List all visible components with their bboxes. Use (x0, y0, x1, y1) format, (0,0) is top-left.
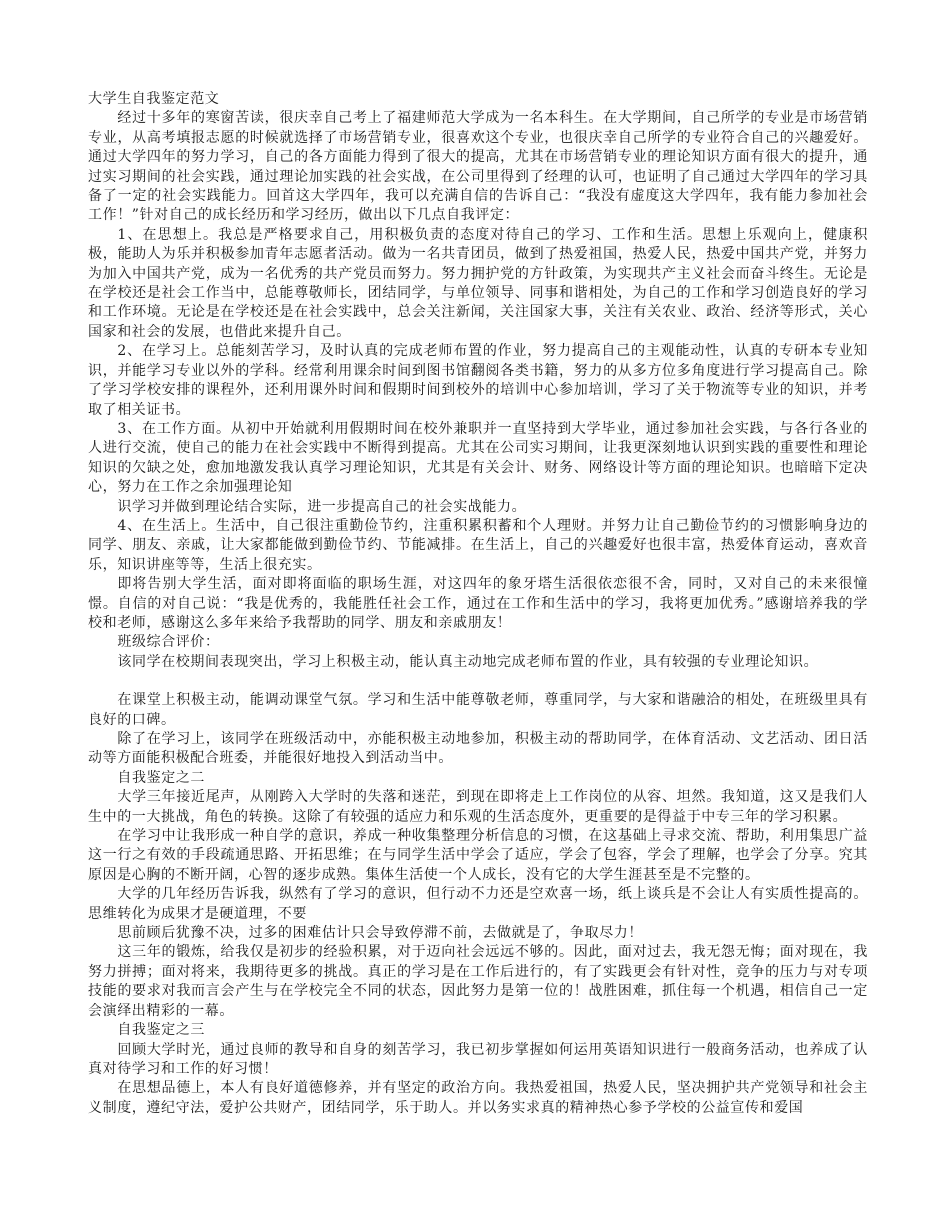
document-title: 大学生自我鉴定范文 (88, 91, 220, 107)
section3-paragraph: 回顾大学时光，通过良师的教导和自身的刻苦学习，我已初步掌握如何运用英语知识进行一般商务活动，也养成了认真对待学习和工作的好习惯！ (88, 1041, 868, 1077)
section2-paragraph: 大学三年接近尾声，从刚跨入大学时的失落和迷茫，到现在即将走上工作岗位的从容、坦然。我知道，这又是我们人生中的一大挑战，角色的转换。这除了有较强的适应力和乐观的生活态度外，更重要的是得益于中专三年的学习积累。 (88, 789, 868, 825)
section2-paragraph: 大学的几年经历告诉我，纵然有了学习的意识，但行动不力还是空欢喜一场，纸上谈兵是不会让人有实质性提高的。思维转化为成果才是硬道理，不要 (88, 886, 868, 922)
point-thought: 1、在思想上。我总是严格要求自己，用积极负责的态度对待自己的学习、工作和生活。思想上乐观向上，健康积极，能助人为乐并积极参加青年志愿者活动。做为一名共青团员，做到了热爱祖国，热爱人民，热爱中国共产党，并努力为加入中国共产党，成为一名优秀的共产党员而努力。努力拥护党的方针政策，为实现共产主义社会而奋斗终生。无论是在学校还是社会工作当中，总能尊敬师长，团结同学，与单位领导、同事和谐相处，为自己的工作和学习创造良好的学习和工作环境。无论是在学校还是在社会实践中，总会关注新闻，关注国家大事，关注有关农业、政治、经济等形式，关心国家和社会的发展，也借此来提升自己。 (88, 226, 868, 340)
class-eval-paragraph: 除了在学习上，该同学在班级活动中，亦能积极主动地参加，积极主动的帮助同学，在体育活动、文艺活动、团日活动等方面能积极配合班委，并能很好地投入到活动当中。 (88, 731, 868, 767)
point-study: 2、在学习上。总能刻苦学习，及时认真的完成老师布置的作业，努力提高自己的主观能动性，认真的专研本专业知识，并能学习专业以外的学科。经常利用课余时间到图书馆翻阅各类书籍，努力的从多方位多角度进行学习提高自己。除了学习学校安排的课程外，还利用课外时间和假期时间到校外的培训中心参加培训，学习了关于物流等专业的知识，并考取了相关证书。 (88, 343, 868, 418)
class-eval-paragraph: 在课堂上积极主动，能调动课堂气氛。学习和生活中能尊敬老师，尊重同学，与大家和谐融洽的相处，在班级里具有良好的口碑。 (88, 692, 868, 728)
point-work: 3、在工作方面。从初中开始就利用假期时间在校外兼职并一直坚持到大学毕业，通过参加社会实践，与各行各业的人进行交流，使自己的能力在社会实践中不断得到提高。尤其在公司实习期间，让我更深刻地认识到实践的重要性和理论知识的欠缺之处，愈加地激发我认真学习理论知识，尤其是有关会计、财务、网络设计等方面的理论知识。也暗暗下定决心，努力在工作之余加强理论知 (88, 420, 868, 496)
closing-paragraph: 即将告别大学生活，面对即将面临的职场生涯，对这四年的象牙塔生活很依恋很不舍，同时，又对自己的未来很憧憬。自信的对自己说：“我是优秀的，我能胜任社会工作，通过在工作和生活中的学习，我将更加优秀。”感谢培养我的学校和老师，感谢这么多年来给予我帮助的同学、朋友和亲戚朋友！ (88, 576, 868, 631)
section2-paragraph: 思前顾后犹豫不决，过多的困难估计只会导致停滞不前，去做就是了，争取尽力！ (117, 925, 643, 942)
section2-paragraph: 这三年的锻炼，给我仅是初步的经验积累，对于迈向社会远远不够的。因此，面对过去，我无怨无悔；面对现在，我努力拼搏；面对将来，我期待更多的挑战。真正的学习是在工作后进行的，有了实践更会有针对性，竞争的压力与对专项技能的要求对我而言会产生与在学校完全不同的状态，因此努力是第一位的！战胜困难，抓住每一个机遇，相信自己一定会演绎出精彩的一幕。 (88, 944, 868, 1019)
class-eval-paragraph: 该同学在校期间表现突出，学习上积极主动，能认真主动地完成老师布置的作业，具有较强的专业理论知识。 (117, 653, 819, 670)
section3-paragraph: 在思想品德上，本人有良好道德修养，并有坚定的政治方向。我热爱祖国，热爱人民，坚决拥护共产党领导和社会主义制度，遵纪守法，爱护公共财产，团结同学，乐于助人。并以务实求真的精神热心参予学校的公益宣传和爱国 (88, 1080, 868, 1116)
section3-heading: 自我鉴定之三 (117, 1022, 205, 1039)
point-work-continued: 识学习并做到理论结合实际，进一步提高自己的社会实战能力。 (117, 498, 527, 515)
class-eval-heading: 班级综合评价： (117, 634, 220, 651)
intro-paragraph: 经过十多年的寒窗苦读，很庆幸自己考上了福建师范大学成为一名本科生。在大学期间，自己所学的专业是市场营销专业，从高考填报志愿的时候就选择了市场营销专业，很喜欢这个专业，也很庆幸自己所学的专业符合自己的兴趣爱好。通过大学四年的努力学习，自己的各方面能力得到了很大的提高，尤其在市场营销专业的理论知识方面有很大的提升，通过实习期间的社会实践，通过理论加实践的社会实战，在公司里得到了经理的认可，也证明了自己通过大学四年的学习具备了一定的社会实践能力。回首这大学四年，我可以充满自信的告诉自己：“我没有虚度这大学四年，我有能力参加社会工作！”针对自己的成长经历和学习经历，做出以下几点自我评定： (88, 110, 868, 224)
section2-heading: 自我鉴定之二 (117, 769, 205, 786)
document-page (88, 90, 868, 1118)
paragraph-gap (88, 672, 868, 691)
point-life: 4、在生活上。生活中，自己很注重勤俭节约，注重积累积蓄和个人理财。并努力让自己勤俭节约的习惯影响身边的同学、朋友、亲戚，让大家都能做到勤俭节约、节能减排。在生活上，自己的兴趣爱好也很丰富，热爱体育运动，喜欢音乐，知识讲座等等，生活上很充实。 (88, 517, 868, 573)
section2-paragraph: 在学习中让我形成一种自学的意识，养成一种收集整理分析信息的习惯，在这基础上寻求交流、帮助，利用集思广益这一行之有效的手段疏通思路、开拓思维；在与同学生活中学会了适应，学会了包容，学会了理解，也学会了分享。究其原因是心胸的不断开阔，心智的逐步成熟。集体生活使一个人成长，没有它的大学生涯甚至是不完整的。 (88, 828, 868, 883)
